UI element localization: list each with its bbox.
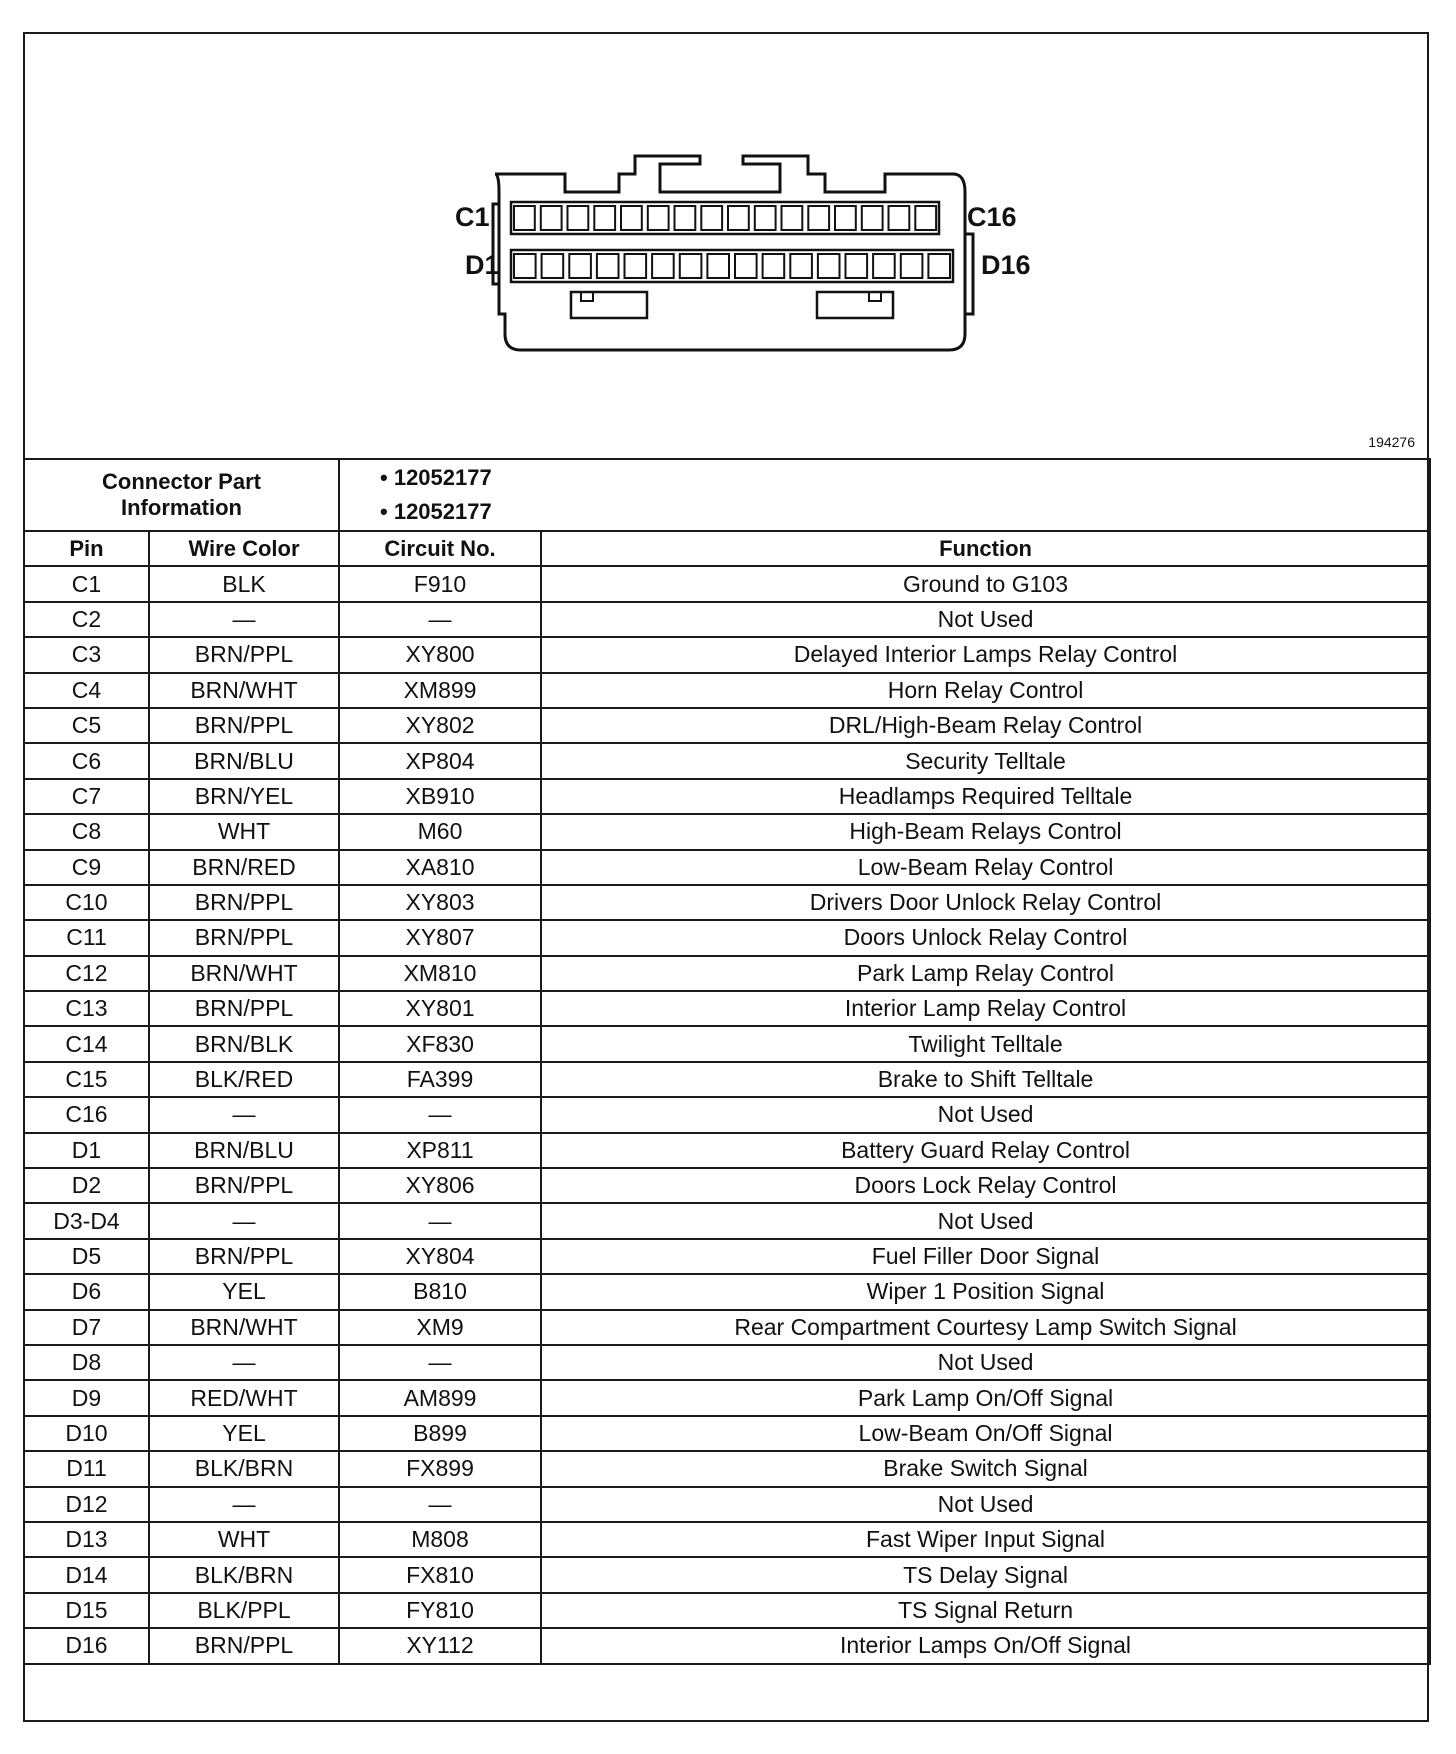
cell-function: Headlamps Required Telltale	[541, 779, 1430, 814]
cell-wire: BRN/RED	[149, 850, 339, 885]
cell-wire: BRN/BLU	[149, 743, 339, 778]
pin-cavity	[569, 254, 591, 278]
pin-cavity	[652, 254, 674, 278]
cell-wire: —	[149, 1487, 339, 1522]
cell-circuit: XP804	[339, 743, 541, 778]
cell-function: Security Telltale	[541, 743, 1430, 778]
table-row	[24, 1239, 1430, 1274]
cell-pin: C8	[24, 814, 149, 849]
part-number: • 12052177	[380, 499, 492, 524]
label-d16: D16	[981, 250, 1031, 280]
cell-function: Doors Unlock Relay Control	[541, 920, 1430, 955]
cell-pin: D5	[24, 1239, 149, 1274]
cell-circuit: FX899	[339, 1451, 541, 1486]
pin-cavity	[808, 206, 829, 230]
cell-circuit: XM899	[339, 673, 541, 708]
table-row	[24, 1380, 1430, 1415]
cell-wire: WHT	[149, 1522, 339, 1557]
cell-circuit: XF830	[339, 1026, 541, 1061]
cell-function: Rear Compartment Courtesy Lamp Switch Signal	[541, 1310, 1430, 1345]
cell-pin: D12	[24, 1487, 149, 1522]
cell-circuit: B899	[339, 1416, 541, 1451]
pin-cavity	[790, 254, 812, 278]
pin-cavity	[755, 206, 776, 230]
table-row	[24, 602, 1430, 637]
cell-circuit: B810	[339, 1274, 541, 1309]
latch-right-notch	[869, 292, 881, 301]
cell-pin: C13	[24, 991, 149, 1026]
cavity-row-d	[514, 254, 950, 278]
cell-circuit: —	[339, 1345, 541, 1380]
cell-circuit: XY807	[339, 920, 541, 955]
cell-pin: C16	[24, 1097, 149, 1132]
cell-function: Not Used	[541, 1097, 1430, 1132]
cell-wire: BRN/PPL	[149, 991, 339, 1026]
cell-circuit: F910	[339, 566, 541, 601]
connector-face-diagram	[25, 34, 1427, 458]
cell-pin: C1	[24, 566, 149, 601]
cell-wire: BRN/PPL	[149, 708, 339, 743]
cell-pin: D14	[24, 1557, 149, 1592]
pin-cavity	[862, 206, 883, 230]
pin-cavity	[514, 254, 536, 278]
cell-pin: D6	[24, 1274, 149, 1309]
cell-wire: BRN/PPL	[149, 885, 339, 920]
pin-cavity	[873, 254, 895, 278]
cell-wire: BRN/WHT	[149, 1310, 339, 1345]
cell-wire: BRN/WHT	[149, 673, 339, 708]
cell-wire: —	[149, 1097, 339, 1132]
pin-cavity	[542, 254, 564, 278]
table-row	[24, 814, 1430, 849]
cell-wire: BRN/PPL	[149, 1628, 339, 1663]
label-c16: C16	[967, 202, 1017, 232]
cell-pin: C15	[24, 1062, 149, 1097]
cell-pin: D8	[24, 1345, 149, 1380]
table-row	[24, 708, 1430, 743]
cell-circuit: XY803	[339, 885, 541, 920]
document-frame	[23, 32, 1429, 1722]
cell-circuit: XY806	[339, 1168, 541, 1203]
cell-wire: BRN/BLU	[149, 1133, 339, 1168]
connector-diagram-area	[25, 34, 1427, 458]
header-circuit: Circuit No.	[339, 531, 541, 566]
cell-function: Not Used	[541, 602, 1430, 637]
cell-function: Not Used	[541, 1487, 1430, 1522]
cell-circuit: FA399	[339, 1062, 541, 1097]
table-row	[24, 1451, 1430, 1486]
pin-cavity	[597, 254, 619, 278]
cell-function: Low-Beam On/Off Signal	[541, 1416, 1430, 1451]
table-row	[24, 1097, 1430, 1132]
pin-cavity	[568, 206, 589, 230]
cell-function: Interior Lamps On/Off Signal	[541, 1628, 1430, 1663]
cell-wire: BRN/PPL	[149, 637, 339, 672]
pin-cavity	[707, 254, 729, 278]
cell-wire: YEL	[149, 1274, 339, 1309]
pin-cavity	[701, 206, 722, 230]
pin-cavity	[889, 206, 910, 230]
table-row	[24, 1522, 1430, 1557]
cell-pin: C9	[24, 850, 149, 885]
cell-function: DRL/High-Beam Relay Control	[541, 708, 1430, 743]
cell-circuit: XY802	[339, 708, 541, 743]
cell-function: Battery Guard Relay Control	[541, 1133, 1430, 1168]
latch-left	[571, 292, 647, 318]
table-row	[24, 885, 1430, 920]
cell-circuit: XY800	[339, 637, 541, 672]
cell-wire: BRN/WHT	[149, 956, 339, 991]
header-pin: Pin	[24, 531, 149, 566]
table-row	[24, 1628, 1430, 1663]
cell-function: High-Beam Relays Control	[541, 814, 1430, 849]
pin-cavity	[514, 206, 535, 230]
cell-wire: BLK/BRN	[149, 1557, 339, 1592]
cell-circuit: XY801	[339, 991, 541, 1026]
cavity-row-c	[514, 206, 936, 230]
cell-function: Fast Wiper Input Signal	[541, 1522, 1430, 1557]
table-row	[24, 1487, 1430, 1522]
cell-wire: BLK	[149, 566, 339, 601]
cell-function: Park Lamp Relay Control	[541, 956, 1430, 991]
table-row	[24, 1274, 1430, 1309]
label-d1: D1	[465, 250, 500, 280]
pin-cavity	[728, 206, 749, 230]
table-row	[24, 1345, 1430, 1380]
cell-function: TS Signal Return	[541, 1593, 1430, 1628]
cell-function: Delayed Interior Lamps Relay Control	[541, 637, 1430, 672]
cell-pin: C5	[24, 708, 149, 743]
cell-pin: D11	[24, 1451, 149, 1486]
pin-cavity	[621, 206, 642, 230]
cell-pin: D16	[24, 1628, 149, 1663]
cell-function: Twilight Telltale	[541, 1026, 1430, 1061]
table-row	[24, 1062, 1430, 1097]
cell-pin: D2	[24, 1168, 149, 1203]
pin-cavity	[625, 254, 647, 278]
table-row	[24, 1593, 1430, 1628]
table-row	[24, 1168, 1430, 1203]
cell-pin: D3-D4	[24, 1203, 149, 1238]
cell-function: Not Used	[541, 1345, 1430, 1380]
table-row	[24, 566, 1430, 601]
cell-circuit: FX810	[339, 1557, 541, 1592]
table-row	[24, 1416, 1430, 1451]
cell-pin: C2	[24, 602, 149, 637]
cell-pin: D15	[24, 1593, 149, 1628]
cell-function: TS Delay Signal	[541, 1557, 1430, 1592]
header-wire-color: Wire Color	[149, 531, 339, 566]
cell-wire: —	[149, 1203, 339, 1238]
cell-wire: —	[149, 602, 339, 637]
cell-pin: D1	[24, 1133, 149, 1168]
pin-cavity	[680, 254, 702, 278]
table-row	[24, 637, 1430, 672]
cell-wire: BRN/PPL	[149, 1168, 339, 1203]
table-row	[24, 1557, 1430, 1592]
header-function: Function	[541, 531, 1430, 566]
cell-circuit: M808	[339, 1522, 541, 1557]
cell-circuit: XM810	[339, 956, 541, 991]
cell-wire: BRN/PPL	[149, 920, 339, 955]
cell-function: Fuel Filler Door Signal	[541, 1239, 1430, 1274]
cell-wire: BRN/PPL	[149, 1239, 339, 1274]
cell-pin: C3	[24, 637, 149, 672]
cell-function: Wiper 1 Position Signal	[541, 1274, 1430, 1309]
cell-pin: C7	[24, 779, 149, 814]
cell-circuit: —	[339, 1487, 541, 1522]
table-row	[24, 920, 1430, 955]
pin-cavity	[915, 206, 936, 230]
cell-wire: BLK/PPL	[149, 1593, 339, 1628]
table-row	[24, 1133, 1430, 1168]
table-row	[24, 991, 1430, 1026]
table-row	[24, 743, 1430, 778]
cell-wire: —	[149, 1345, 339, 1380]
pin-cavity	[594, 206, 615, 230]
pin-cavity	[928, 254, 950, 278]
cell-wire: BLK/RED	[149, 1062, 339, 1097]
pin-cavity	[846, 254, 868, 278]
cell-pin: C4	[24, 673, 149, 708]
cell-wire: BRN/BLK	[149, 1026, 339, 1061]
pin-cavity	[901, 254, 923, 278]
cell-circuit: —	[339, 1097, 541, 1132]
cell-wire: YEL	[149, 1416, 339, 1451]
pin-cavity	[675, 206, 696, 230]
cell-function: Not Used	[541, 1203, 1430, 1238]
cell-circuit: FY810	[339, 1593, 541, 1628]
cell-pin: C14	[24, 1026, 149, 1061]
table-row	[24, 956, 1430, 991]
cell-circuit: —	[339, 602, 541, 637]
table-row	[24, 1310, 1430, 1345]
pin-cavity	[735, 254, 757, 278]
cell-wire: BLK/BRN	[149, 1451, 339, 1486]
cell-function: Horn Relay Control	[541, 673, 1430, 708]
cell-function: Park Lamp On/Off Signal	[541, 1380, 1430, 1415]
pin-cavity	[835, 206, 856, 230]
table-row	[24, 1203, 1430, 1238]
pin-cavity	[648, 206, 669, 230]
cell-wire: BRN/YEL	[149, 779, 339, 814]
cell-function: Brake to Shift Telltale	[541, 1062, 1430, 1097]
pin-cavity	[818, 254, 840, 278]
cell-pin: D10	[24, 1416, 149, 1451]
cell-wire: RED/WHT	[149, 1380, 339, 1415]
table-row	[24, 850, 1430, 885]
cell-function: Ground to G103	[541, 566, 1430, 601]
cell-circuit: M60	[339, 814, 541, 849]
cell-function: Brake Switch Signal	[541, 1451, 1430, 1486]
cell-pin: C6	[24, 743, 149, 778]
cell-pin: C12	[24, 956, 149, 991]
cell-circuit: —	[339, 1203, 541, 1238]
cell-function: Interior Lamp Relay Control	[541, 991, 1430, 1026]
pin-cavity	[541, 206, 562, 230]
table-header-row	[24, 531, 1430, 566]
cell-pin: C11	[24, 920, 149, 955]
cell-pin: C10	[24, 885, 149, 920]
cell-pin: D7	[24, 1310, 149, 1345]
pinout-table	[23, 458, 1431, 1665]
pin-cavity	[763, 254, 785, 278]
latch-left-notch	[581, 292, 593, 301]
cell-function: Drivers Door Unlock Relay Control	[541, 885, 1430, 920]
cell-function: Low-Beam Relay Control	[541, 850, 1430, 885]
cell-pin: D9	[24, 1380, 149, 1415]
label-c1: C1	[455, 202, 490, 232]
part-numbers	[339, 459, 1430, 531]
cell-circuit: XB910	[339, 779, 541, 814]
cell-circuit: XM9	[339, 1310, 541, 1345]
cell-pin: D13	[24, 1522, 149, 1557]
table-row	[24, 779, 1430, 814]
cell-function: Doors Lock Relay Control	[541, 1168, 1430, 1203]
part-info-label: Connector Part Information	[24, 459, 339, 531]
cell-circuit: XP811	[339, 1133, 541, 1168]
figure-number: 194276	[1368, 434, 1415, 450]
part-number: • 12052177	[380, 465, 492, 490]
cell-circuit: AM899	[339, 1380, 541, 1415]
table-row	[24, 673, 1430, 708]
cell-circuit: XY112	[339, 1628, 541, 1663]
cell-circuit: XA810	[339, 850, 541, 885]
pin-cavity	[782, 206, 803, 230]
cell-wire: WHT	[149, 814, 339, 849]
part-info-row	[24, 459, 1430, 531]
cell-circuit: XY804	[339, 1239, 541, 1274]
table-row	[24, 1026, 1430, 1061]
